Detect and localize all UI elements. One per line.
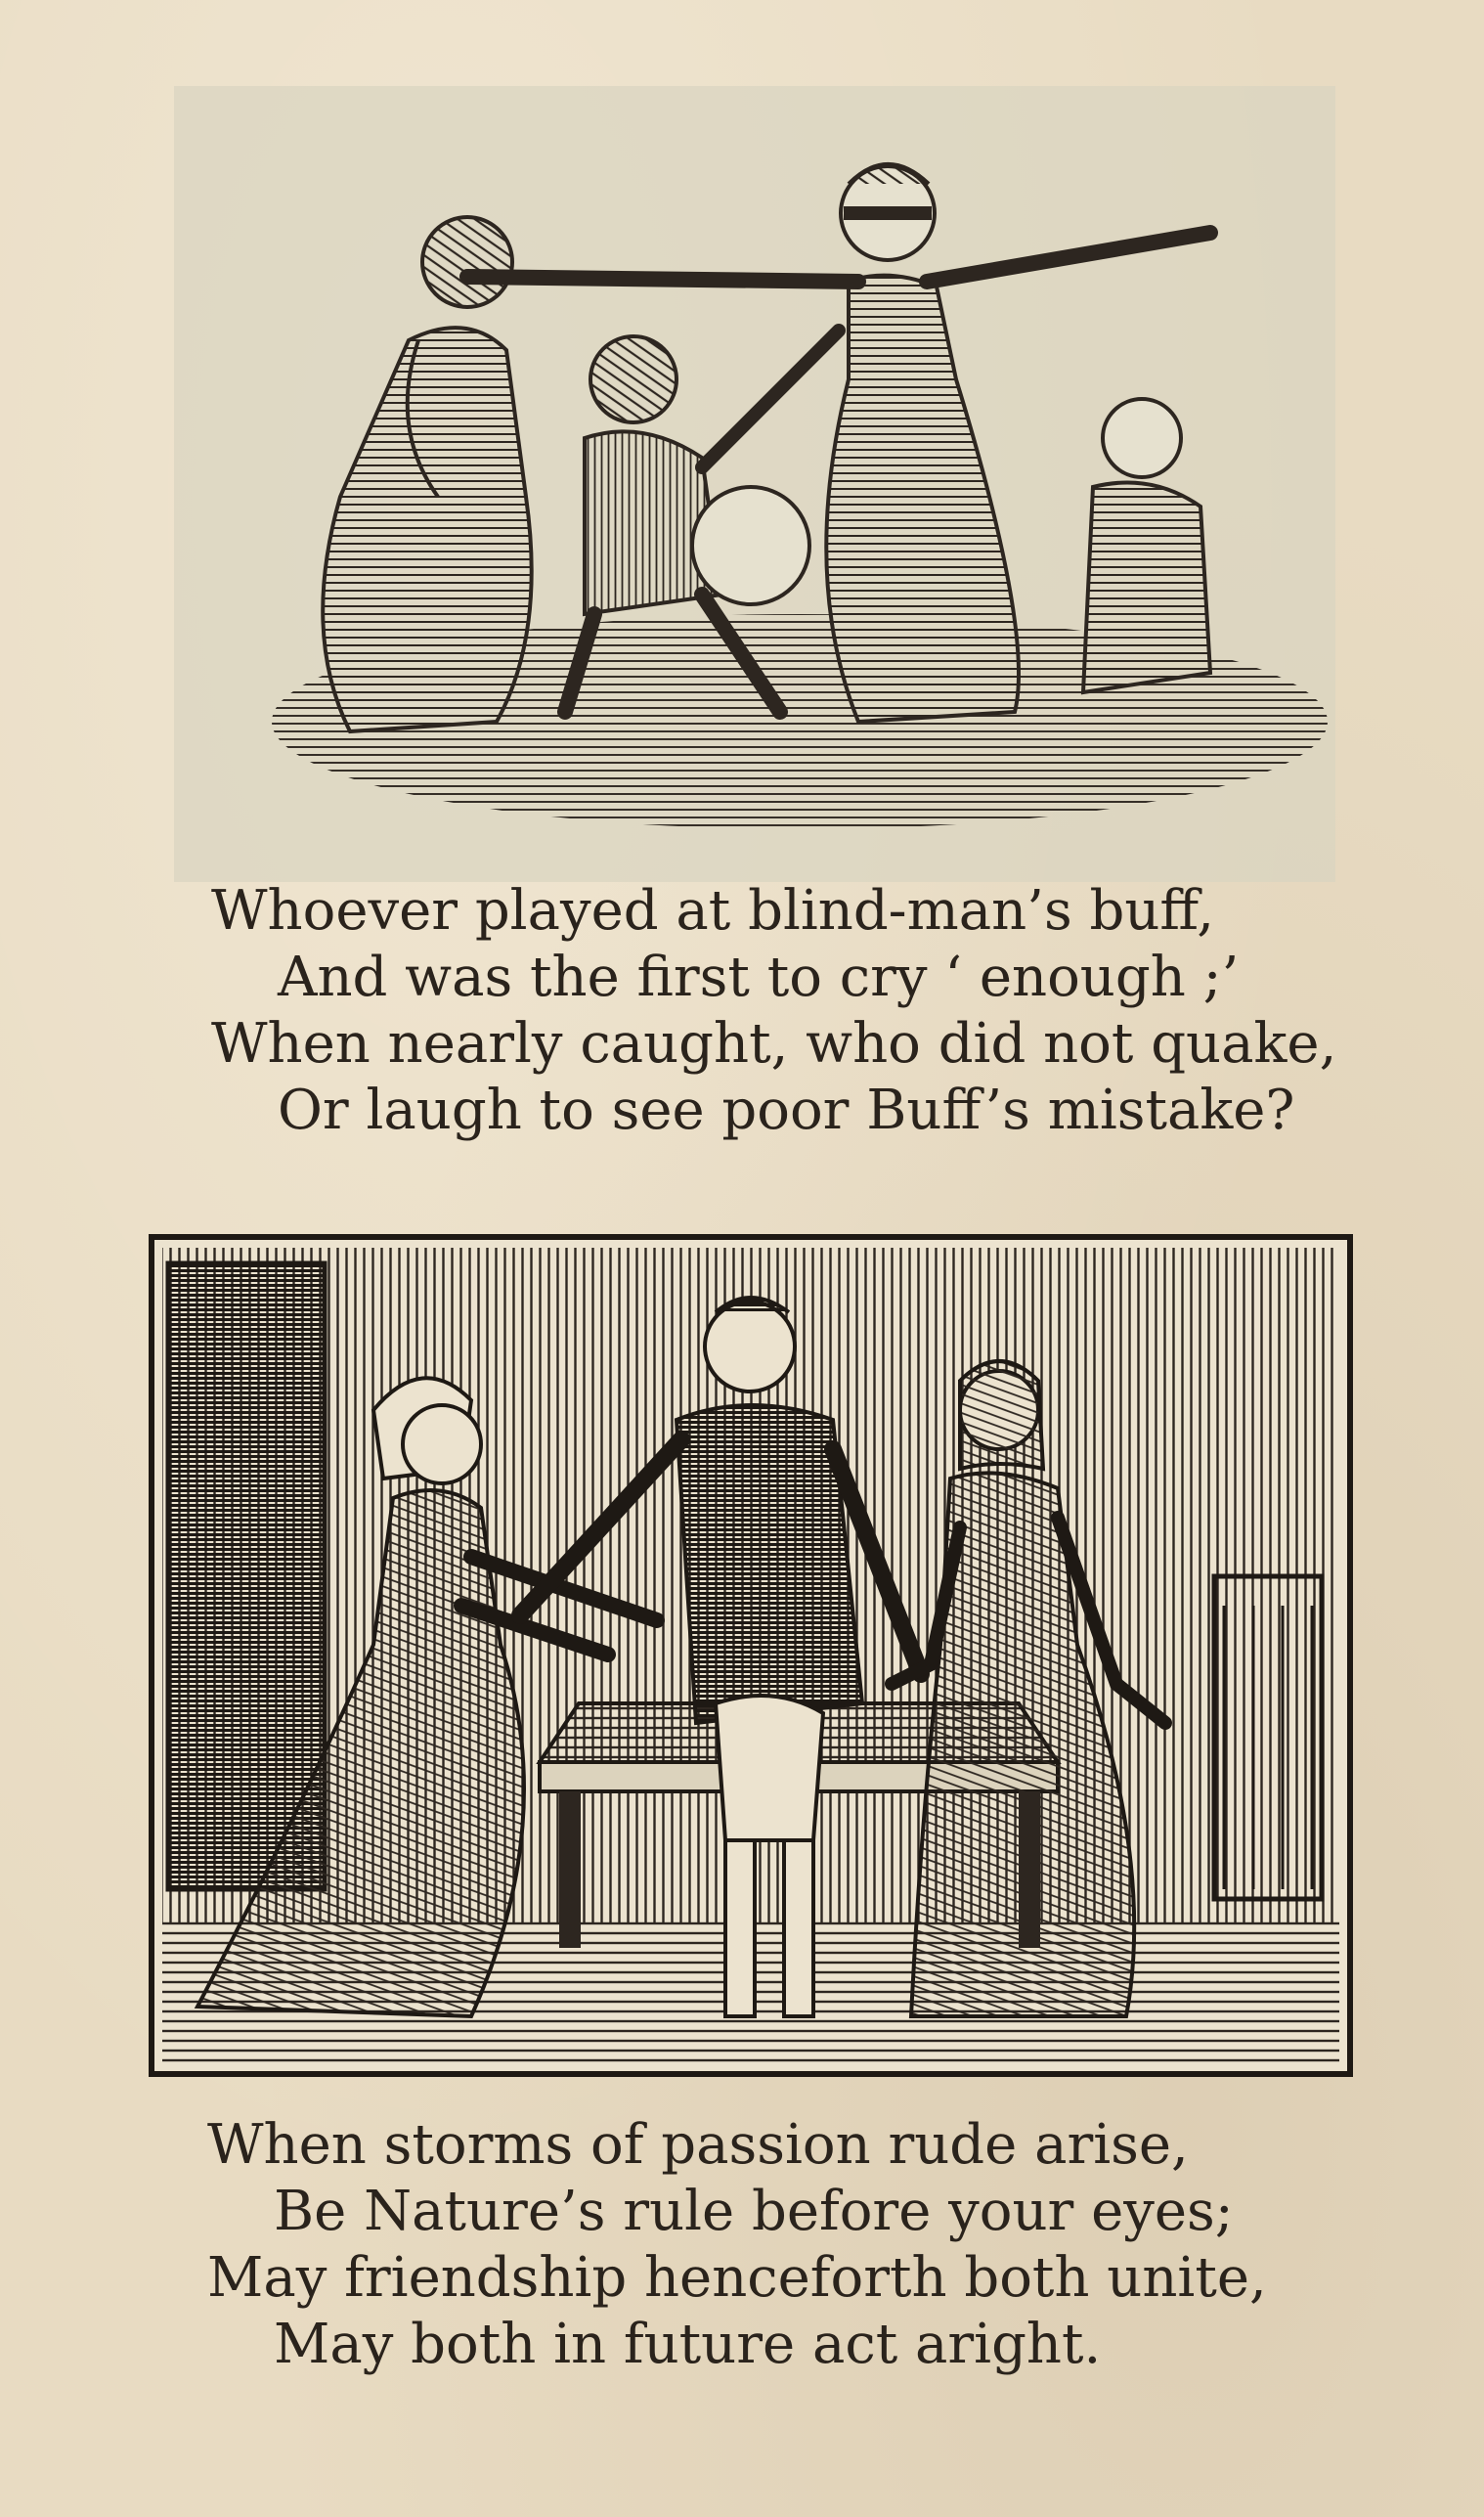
verse-1-line-4: Or laugh to see poor Buff’s mistake? (278, 1079, 1295, 1142)
verse-1 (211, 878, 1336, 1144)
verse-2-line-1: When storms of passion rude arise, (207, 2113, 1189, 2177)
verse-1-line-1: Whoever played at blind-man’s buff, (211, 879, 1214, 943)
verse-2-line-2: Be Nature’s rule before your eyes; (274, 2180, 1234, 2243)
verse-2-line-4: May both in future act aright. (274, 2313, 1102, 2376)
illustration-blind-mans-buff (174, 86, 1335, 882)
verse-1-line-2: And was the first to cry ‘ enough ;’ (278, 946, 1240, 1009)
verse-1-line-3: When nearly caught, who did not quake, (211, 1012, 1337, 1076)
illustration-reconciliation (149, 1234, 1353, 2077)
verse-2 (207, 2112, 1267, 2378)
verse-2-line-3: May friendship henceforth both unite, (207, 2246, 1267, 2310)
